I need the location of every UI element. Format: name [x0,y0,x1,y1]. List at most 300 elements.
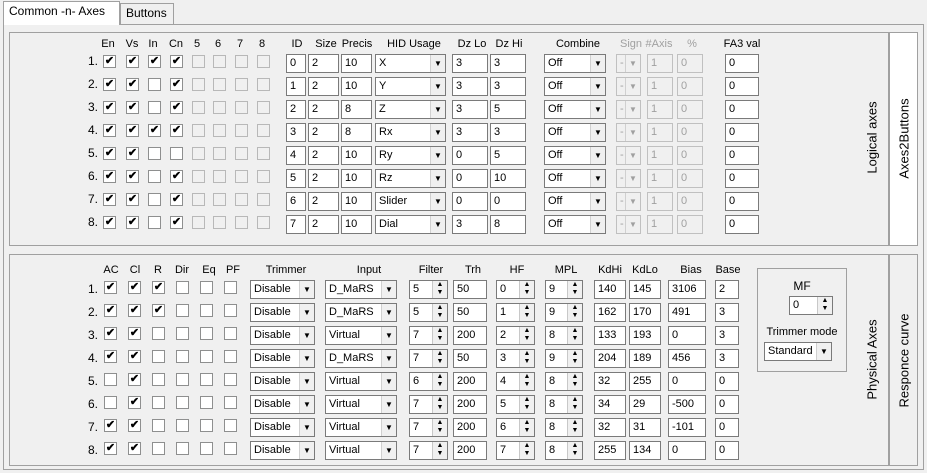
field-fa3[interactable]: 0 [725,192,759,211]
checkbox-in[interactable] [148,101,161,114]
field-kdlo[interactable]: 170 [629,303,661,322]
checkbox-vs-checked[interactable]: ✔ [127,193,138,205]
field-kdlo[interactable]: 29 [629,395,661,414]
checkbox-en-checked[interactable]: ✔ [104,193,115,205]
checkbox-eq[interactable] [200,419,213,432]
field-precis[interactable]: 10 [341,146,372,165]
spin-arrows-icon[interactable]: ▲ ▼ [567,304,582,321]
field-id[interactable]: 7 [286,215,306,234]
checkbox-vs-checked[interactable]: ✔ [127,78,138,90]
spinner-hf[interactable] [496,326,535,345]
field-kdlo[interactable]: 255 [629,372,661,391]
field-dzhi[interactable]: 10 [490,169,526,188]
checkbox-cn-checked[interactable]: ✔ [171,55,182,67]
checkbox-vs-checked[interactable]: ✔ [127,55,138,67]
field-base[interactable]: 0 [715,418,739,437]
spin-arrows-icon[interactable]: ▲ ▼ [567,419,582,436]
select-combine[interactable] [544,192,606,211]
mf-spinner[interactable] [789,296,833,315]
checkbox-r[interactable] [152,396,165,409]
field-precis[interactable]: 8 [341,100,372,119]
field-trh[interactable]: 50 [453,349,487,368]
field-base[interactable]: 0 [715,441,739,460]
checkbox-disabled [235,193,248,206]
checkbox-in[interactable] [148,78,161,91]
spinner-mpl[interactable] [545,441,583,460]
checkbox-r[interactable] [152,350,165,363]
field-id[interactable]: 2 [286,100,306,119]
field-kdhi[interactable]: 34 [594,395,626,414]
field-dzhi[interactable]: 8 [490,215,526,234]
chevron-down-icon: ▼ [590,193,605,210]
checkbox-ac-checked[interactable]: ✔ [105,419,116,431]
select-combine[interactable] [544,215,606,234]
spin-arrows-icon[interactable]: ▲ ▼ [519,327,534,344]
spinner-mpl[interactable] [545,303,583,322]
checkbox-cl-checked[interactable]: ✔ [129,327,140,339]
checkbox-en-checked[interactable]: ✔ [104,55,115,67]
checkbox-ac-checked[interactable]: ✔ [105,327,116,339]
field-bias[interactable]: 0 [668,326,706,345]
field-trh[interactable]: 200 [453,441,487,460]
mpl-value: 8 [549,329,556,341]
select-combine[interactable] [544,146,606,165]
checkbox-disabled [257,216,270,229]
select-input[interactable] [325,418,397,437]
header-trimmer: Trimmer [265,264,307,276]
select-trimmer[interactable] [250,326,315,345]
select-combine[interactable] [544,54,606,73]
select-combine[interactable] [544,100,606,119]
field-bias[interactable]: 491 [668,303,706,322]
select-input[interactable] [325,441,397,460]
checkbox-dir[interactable] [176,350,189,363]
field-kdlo[interactable]: 31 [629,418,661,437]
select-input[interactable] [325,280,397,299]
checkbox-en-checked[interactable]: ✔ [104,170,115,182]
checkbox-dir[interactable] [176,373,189,386]
input-value: Virtual [329,375,360,387]
spin-arrows-icon[interactable]: ▲ ▼ [432,350,447,367]
spin-arrows-icon[interactable]: ▲ ▼ [432,419,447,436]
trimmer-mode-select[interactable] [764,342,832,361]
spinner-mpl[interactable] [545,418,583,437]
hf-value: 7 [500,444,507,456]
checkbox-ac-checked[interactable]: ✔ [105,350,116,362]
spinner-mpl[interactable] [545,326,583,345]
chevron-down-icon: ▼ [299,419,314,436]
checkbox-pf[interactable] [224,396,237,409]
spinner-hf[interactable] [496,303,535,322]
select-sign [616,215,641,234]
chevron-down-icon: ▼ [381,442,396,459]
checkbox-in-checked[interactable]: ✔ [149,55,160,67]
header-in: In [148,38,158,50]
checkbox-vs-checked[interactable]: ✔ [127,216,138,228]
checkbox-r-checked[interactable]: ✔ [153,281,164,293]
field-trh[interactable]: 50 [453,303,487,322]
header-pf: PF [225,264,241,276]
field-bias[interactable]: 456 [668,349,706,368]
spin-arrows-icon[interactable]: ▲ ▼ [519,281,534,298]
checkbox-eq[interactable] [200,350,213,363]
combine-value: Off [548,149,563,161]
field-id[interactable]: 3 [286,123,306,142]
field-kdhi[interactable]: 140 [594,280,626,299]
field-kdhi[interactable]: 162 [594,303,626,322]
select-trimmer[interactable] [250,372,315,391]
field-kdlo[interactable]: 189 [629,349,661,368]
field-pct: 0 [677,123,703,142]
checkbox-en-checked[interactable]: ✔ [104,147,115,159]
spin-arrows-icon[interactable]: ▲ ▼ [567,442,582,459]
checkbox-disabled [192,101,205,114]
checkbox-pf[interactable] [224,304,237,317]
trimmer-mode-value: Standard [768,345,813,357]
checkbox-disabled [213,78,226,91]
spin-arrows-icon[interactable]: ▲ ▼ [567,350,582,367]
checkbox-pf[interactable] [224,442,237,455]
field-id[interactable]: 5 [286,169,306,188]
spinner-mpl[interactable] [545,372,583,391]
field-size[interactable]: 2 [308,215,339,234]
select-trimmer[interactable] [250,395,315,414]
field-size[interactable]: 2 [308,77,339,96]
field-bias[interactable]: -101 [668,418,706,437]
field-fa3[interactable]: 0 [725,100,759,119]
select-sign [616,123,641,142]
hid-value: Y [379,80,387,92]
checkbox-vs-checked[interactable]: ✔ [127,170,138,182]
spin-arrows-icon[interactable]: ▲ ▼ [432,281,447,298]
checkbox-r[interactable] [152,373,165,386]
field-fa3[interactable]: 0 [725,123,759,142]
checkbox-dir[interactable] [176,442,189,455]
checkbox-dir[interactable] [176,396,189,409]
select-hid[interactable] [375,77,446,96]
field-bias[interactable]: 0 [668,441,706,460]
checkbox-eq[interactable] [200,442,213,455]
spinner-hf[interactable] [496,395,535,414]
select-input[interactable] [325,303,397,322]
field-dzlo[interactable]: 3 [452,100,488,119]
header-pct: % [687,38,697,50]
header-en: En [101,38,115,50]
field-base[interactable]: 2 [715,280,739,299]
checkbox-dir[interactable] [176,327,189,340]
field-dzlo[interactable]: 0 [452,169,488,188]
field-trh[interactable]: 200 [453,372,487,391]
tab-axes2buttons[interactable]: Axes2Buttons [889,32,918,246]
field-id[interactable]: 0 [286,54,306,73]
checkbox-in[interactable] [148,193,161,206]
tab-responce-curve[interactable]: Responce curve [889,254,918,466]
field-base[interactable]: 3 [715,349,739,368]
hid-value: Rx [379,126,393,138]
checkbox-eq[interactable] [200,396,213,409]
checkbox-vs-checked[interactable]: ✔ [127,147,138,159]
checkbox-in[interactable] [148,147,161,160]
field-trh[interactable]: 200 [453,326,487,345]
spinner-filter[interactable] [409,349,448,368]
spinner-hf[interactable] [496,372,535,391]
spinner-mpl[interactable] [545,280,583,299]
field-fa3[interactable]: 0 [725,215,759,234]
field-base[interactable]: 0 [715,372,739,391]
physical-axes-label: Physical Axes [864,319,880,400]
spin-arrows-icon[interactable]: ▲ ▼ [567,396,582,413]
spinner-filter[interactable] [409,372,448,391]
checkbox-vs-checked[interactable]: ✔ [127,124,138,136]
select-input[interactable] [325,349,397,368]
field-precis[interactable]: 8 [341,123,372,142]
chevron-down-icon: ▼ [590,78,605,95]
select-input[interactable] [325,372,397,391]
field-fa3[interactable]: 0 [725,169,759,188]
checkbox-dir[interactable] [176,304,189,317]
spinner-hf[interactable] [496,418,535,437]
spinner-filter[interactable] [409,395,448,414]
field-dzlo[interactable]: 0 [452,192,488,211]
spin-arrows-icon[interactable]: ▲ ▼ [567,327,582,344]
field-fa3[interactable]: 0 [725,77,759,96]
spinner-filter[interactable] [409,303,448,322]
tab-buttons[interactable]: Buttons [120,3,174,25]
checkbox-in[interactable] [148,170,161,183]
checkbox-disabled [257,55,270,68]
checkbox-pf[interactable] [224,327,237,340]
spin-arrows-icon[interactable]: ▲ ▼ [519,373,534,390]
spin-arrows-icon[interactable]: ▲ ▼ [519,442,534,459]
field-id[interactable]: 6 [286,192,306,211]
field-kdhi[interactable]: 32 [594,418,626,437]
checkbox-eq[interactable] [200,373,213,386]
field-base[interactable]: 3 [715,326,739,345]
spinner-mpl[interactable] [545,395,583,414]
checkbox-cn-checked[interactable]: ✔ [171,216,182,228]
field-kdlo[interactable]: 193 [629,326,661,345]
checkbox-pf[interactable] [224,419,237,432]
spin-arrows-icon[interactable]: ▲ ▼ [519,304,534,321]
checkbox-cl-checked[interactable]: ✔ [129,442,140,454]
field-bias[interactable]: -500 [668,395,706,414]
checkbox-cn-checked[interactable]: ✔ [171,170,182,182]
field-pct: 0 [677,100,703,119]
spinner-filter[interactable] [409,418,448,437]
checkbox-pf[interactable] [224,350,237,363]
spinner-filter[interactable] [409,326,448,345]
field-kdhi[interactable]: 204 [594,349,626,368]
spin-arrows-icon[interactable]: ▲ ▼ [432,396,447,413]
spin-arrows-icon[interactable]: ▲ ▼ [432,442,447,459]
checkbox-cl-checked[interactable]: ✔ [129,350,140,362]
checkbox-ac[interactable] [104,396,117,409]
field-fa3[interactable]: 0 [725,146,759,165]
checkbox-r[interactable] [152,419,165,432]
checkbox-disabled [235,78,248,91]
field-dzhi[interactable]: 3 [490,54,526,73]
field-dzhi[interactable]: 0 [490,192,526,211]
select-trimmer[interactable] [250,418,315,437]
checkbox-r[interactable] [152,442,165,455]
spin-arrows-icon[interactable]: ▲ ▼ [432,327,447,344]
field-id[interactable]: 4 [286,146,306,165]
spinner-mpl[interactable] [545,349,583,368]
field-kdlo[interactable]: 145 [629,280,661,299]
field-base[interactable]: 3 [715,303,739,322]
select-hid[interactable] [375,54,446,73]
checkbox-dir[interactable] [176,281,189,294]
header-dir: Dir [174,264,190,276]
field-trh[interactable]: 50 [453,280,487,299]
spin-arrows-icon[interactable]: ▲ ▼ [817,297,832,314]
checkbox-eq[interactable] [200,304,213,317]
tab-common-axes[interactable]: Common -n- Axes [3,1,120,25]
spin-arrows-icon[interactable]: ▲ ▼ [567,373,582,390]
field-fa3[interactable]: 0 [725,54,759,73]
checkbox-cl-checked[interactable]: ✔ [129,419,140,431]
select-hid[interactable] [375,100,446,119]
select-combine[interactable] [544,77,606,96]
checkbox-cl-checked[interactable]: ✔ [129,304,140,316]
field-precis[interactable]: 10 [341,169,372,188]
select-hid[interactable] [375,123,446,142]
spinner-filter[interactable] [409,441,448,460]
field-kdhi[interactable]: 255 [594,441,626,460]
field-kdhi[interactable]: 32 [594,372,626,391]
spin-arrows-icon[interactable]: ▲ ▼ [519,396,534,413]
filter-value: 7 [413,398,420,410]
checkbox-cl-checked[interactable]: ✔ [129,373,140,385]
field-size[interactable]: 2 [308,123,339,142]
checkbox-cn-checked[interactable]: ✔ [171,101,182,113]
spin-arrows-icon[interactable]: ▲ ▼ [519,419,534,436]
field-trh[interactable]: 200 [453,395,487,414]
header-vs: Vs [125,38,139,50]
checkbox-cn-checked[interactable]: ✔ [171,193,182,205]
header-ac: AC [103,264,119,276]
select-hid[interactable] [375,215,446,234]
select-hid[interactable] [375,192,446,211]
field-kdlo[interactable]: 134 [629,441,661,460]
sign-value: - [620,218,624,230]
checkbox-ac-checked[interactable]: ✔ [105,304,116,316]
checkbox-en-checked[interactable]: ✔ [104,101,115,113]
checkbox-disabled [257,101,270,114]
spinner-filter[interactable] [409,280,448,299]
checkbox-cn[interactable] [170,147,183,160]
select-input[interactable] [325,395,397,414]
input-value: Virtual [329,329,360,341]
checkbox-cn-checked[interactable]: ✔ [171,78,182,90]
checkbox-dir[interactable] [176,419,189,432]
field-dzlo[interactable]: 3 [452,77,488,96]
select-trimmer[interactable] [250,280,315,299]
checkbox-ac[interactable] [104,373,117,386]
combine-value: Off [548,172,563,184]
field-dzhi[interactable]: 3 [490,123,526,142]
select-trimmer[interactable] [250,303,315,322]
checkbox-cn-checked[interactable]: ✔ [171,124,182,136]
field-dzlo[interactable]: 0 [452,146,488,165]
mf-value: 0 [793,299,800,311]
checkbox-pf[interactable] [224,373,237,386]
combine-value: Off [548,80,563,92]
field-precis[interactable]: 10 [341,77,372,96]
field-dzlo[interactable]: 3 [452,215,488,234]
chevron-down-icon: ▼ [299,350,314,367]
checkbox-vs-checked[interactable]: ✔ [127,101,138,113]
header-combine: Combine [555,38,601,50]
field-precis[interactable]: 10 [341,54,372,73]
select-hid[interactable] [375,169,446,188]
checkbox-ac-checked[interactable]: ✔ [105,281,116,293]
field-dzhi[interactable]: 5 [490,146,526,165]
select-input[interactable] [325,326,397,345]
select-combine[interactable] [544,169,606,188]
checkbox-in-checked[interactable]: ✔ [149,124,160,136]
field-size[interactable]: 2 [308,54,339,73]
checkbox-ac-checked[interactable]: ✔ [105,442,116,454]
checkbox-eq[interactable] [200,327,213,340]
field-size[interactable]: 2 [308,169,339,188]
sign-value: - [620,172,624,184]
checkbox-en-checked[interactable]: ✔ [104,78,115,90]
checkbox-cl-checked[interactable]: ✔ [129,396,140,408]
field-id[interactable]: 1 [286,77,306,96]
field-base[interactable]: 0 [715,395,739,414]
field-dzlo[interactable]: 3 [452,54,488,73]
spinner-hf[interactable] [496,349,535,368]
filter-value: 6 [413,375,420,387]
field-precis[interactable]: 10 [341,192,372,211]
chevron-down-icon: ▼ [430,170,445,187]
spinner-hf[interactable] [496,441,535,460]
chevron-down-icon: ▼ [590,147,605,164]
select-trimmer[interactable] [250,441,315,460]
field-size[interactable]: 2 [308,146,339,165]
checkbox-r[interactable] [152,327,165,340]
field-dzhi[interactable]: 3 [490,77,526,96]
field-dzlo[interactable]: 3 [452,123,488,142]
spin-arrows-icon[interactable]: ▲ ▼ [519,350,534,367]
checkbox-cl-checked[interactable]: ✔ [129,281,140,293]
field-bias[interactable]: 0 [668,372,706,391]
select-trimmer[interactable] [250,349,315,368]
spinner-hf[interactable] [496,280,535,299]
checkbox-eq[interactable] [200,281,213,294]
select-combine[interactable] [544,123,606,142]
field-dzhi[interactable]: 5 [490,100,526,119]
field-trh[interactable]: 200 [453,418,487,437]
spin-arrows-icon[interactable]: ▲ ▼ [432,373,447,390]
checkbox-en-checked[interactable]: ✔ [104,124,115,136]
spin-arrows-icon[interactable]: ▲ ▼ [432,304,447,321]
select-sign [616,192,641,211]
checkbox-in[interactable] [148,216,161,229]
hf-value: 0 [500,283,507,295]
field-size[interactable]: 2 [308,192,339,211]
checkbox-en-checked[interactable]: ✔ [104,216,115,228]
select-hid[interactable] [375,146,446,165]
field-size[interactable]: 2 [308,100,339,119]
field-kdhi[interactable]: 133 [594,326,626,345]
field-precis[interactable]: 10 [341,215,372,234]
spin-arrows-icon[interactable]: ▲ ▼ [567,281,582,298]
checkbox-pf[interactable] [224,281,237,294]
checkbox-r-checked[interactable]: ✔ [153,304,164,316]
field-bias[interactable]: 3106 [668,280,706,299]
